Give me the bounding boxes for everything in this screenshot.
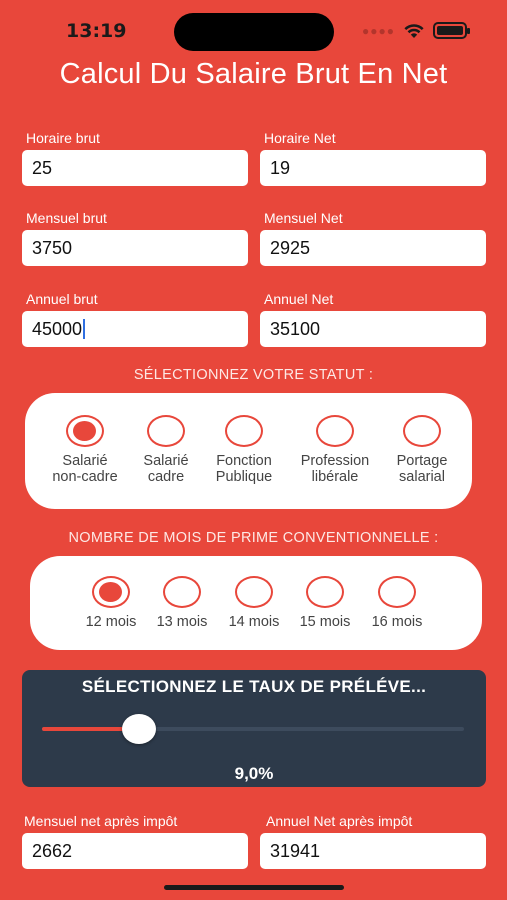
annuel-net-label: Annuel Net — [264, 291, 334, 307]
taux-title: SÉLECTIONNEZ LE TAUX DE PRÉLÉVE... — [81, 677, 427, 696]
annuel-brut-value: 45000 — [32, 318, 83, 339]
prime-option-1-label: 13 mois — [156, 614, 208, 630]
prime-option-14[interactable] — [221, 576, 287, 630]
prime-option-12[interactable] — [78, 576, 144, 630]
annuel-net-input[interactable]: 35100 — [260, 311, 486, 347]
prime-option-2-label: 14 mois — [228, 614, 280, 630]
statut-option-2-line2: Publique — [215, 469, 273, 485]
statut-option-fonction-publique[interactable] — [204, 415, 284, 485]
statut-caption: SÉLECTIONNEZ VOTRE STATUT : — [133, 367, 374, 383]
annuel-net-apres-impot-label: Annuel Net après impôt — [266, 813, 413, 829]
annuel-net-apres-impot-input[interactable]: 31941 — [260, 833, 486, 869]
prime-radio-1[interactable] — [163, 576, 201, 608]
prime-radio-4[interactable] — [378, 576, 416, 608]
prime-caption: NOMBRE DE MOIS DE PRIME CONVENTIONNELLE : — [68, 530, 439, 546]
statut-option-1-line2: cadre — [147, 469, 185, 485]
mensuel-net-input[interactable]: 2925 — [260, 230, 486, 266]
horaire-brut-label: Horaire brut — [26, 130, 100, 146]
page-title: Calcul Du Salaire Brut En Net — [59, 58, 448, 90]
taux-slider-thumb[interactable] — [122, 714, 156, 744]
cellular-signal-icon: ●●●● — [362, 23, 395, 38]
status-bar — [0, 0, 507, 62]
horaire-brut-input[interactable]: 25 — [22, 150, 248, 186]
mensuel-net-apres-impot-input[interactable]: 2662 — [22, 833, 248, 869]
dynamic-island — [174, 13, 334, 51]
statut-option-salarie-cadre[interactable] — [128, 415, 204, 485]
statut-option-salarie-non-cadre[interactable] — [42, 415, 128, 485]
prime-card — [30, 556, 482, 650]
annuel-brut-input[interactable] — [22, 311, 248, 347]
statut-option-2-line1: Fonction — [216, 453, 272, 469]
statut-option-portage-salarial[interactable] — [383, 415, 461, 485]
prime-option-4-label: 16 mois — [371, 614, 423, 630]
prime-radio-2[interactable] — [235, 576, 273, 608]
statut-option-0-line1: Salarié — [62, 453, 108, 469]
status-time: 13:19 — [66, 20, 127, 42]
statut-option-3-line2: libérale — [311, 469, 359, 485]
prime-option-3-label: 15 mois — [299, 614, 351, 630]
prime-option-15[interactable] — [292, 576, 358, 630]
statut-option-4-line2: salarial — [399, 469, 445, 485]
home-indicator — [164, 885, 344, 890]
statut-option-0-line2: non-cadre — [52, 469, 118, 485]
statut-option-4-line1: Portage — [396, 453, 448, 469]
taux-slider-track[interactable] — [42, 727, 464, 731]
mensuel-net-apres-impot-label: Mensuel net après impôt — [24, 813, 178, 829]
prime-radio-3[interactable] — [306, 576, 344, 608]
prime-option-13[interactable] — [149, 576, 215, 630]
mensuel-brut-label: Mensuel brut — [26, 210, 107, 226]
mensuel-brut-input[interactable]: 3750 — [22, 230, 248, 266]
prime-option-16[interactable] — [364, 576, 430, 630]
horaire-net-input[interactable]: 19 — [260, 150, 486, 186]
wifi-icon — [403, 23, 425, 39]
annuel-brut-label: Annuel brut — [26, 291, 98, 307]
prime-radio-0[interactable] — [92, 576, 130, 608]
horaire-net-label: Horaire Net — [264, 130, 336, 146]
statut-option-3-line1: Profession — [300, 453, 370, 469]
status-icons — [362, 22, 467, 39]
statut-radio-3[interactable] — [316, 415, 354, 447]
statut-option-1-line1: Salarié — [143, 453, 189, 469]
text-cursor — [83, 319, 85, 339]
mensuel-net-label: Mensuel Net — [264, 210, 343, 226]
statut-radio-0[interactable] — [66, 415, 104, 447]
battery-icon — [433, 22, 467, 39]
taux-slider-card — [22, 670, 486, 787]
statut-radio-4[interactable] — [403, 415, 441, 447]
statut-card — [25, 393, 472, 509]
prime-option-0-label: 12 mois — [85, 614, 137, 630]
statut-radio-2[interactable] — [225, 415, 263, 447]
taux-value: 9,0% — [234, 764, 274, 783]
statut-radio-1[interactable] — [147, 415, 185, 447]
statut-option-profession-liberale[interactable] — [289, 415, 381, 485]
